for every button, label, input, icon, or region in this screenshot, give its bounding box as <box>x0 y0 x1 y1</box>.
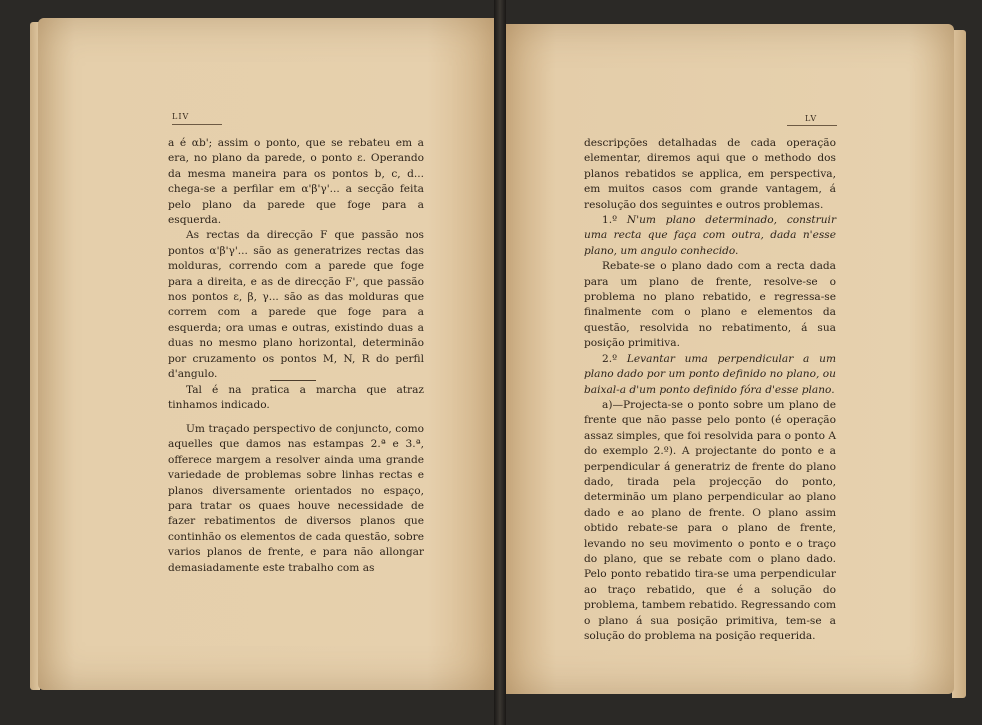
left-header-rule <box>172 124 222 125</box>
problem-statement-2: Levantar uma perpendicular a um plano dado por um ponto definido no plano, ou baixal-a d'um ponto definido fóra d'esse plano. <box>584 352 836 396</box>
left-paragraph-3: Tal é na pratica a marcha que atraz tinhamos indicado. <box>168 383 424 411</box>
right-paragraph-3: Rebate-se o plano dado com a recta dada para um plano de frente, resolve-se o problema no plano rebatido, e regressa-se finalmente com o plano e elementos da questão, resolvida no rebatimento, á sua posição primitiva. <box>584 260 836 350</box>
right-page-edge <box>952 30 966 698</box>
right-paragraph-1: descripções detalhadas de cada operação elementar, diremos aqui que o methodo dos planos rebatidos se applica, em perspectiva, em muitos casos com grande vantagem, á resolução dos seguintes e outros problemas. <box>584 137 836 211</box>
left-paragraph-1: a é αb'; assim o ponto, que se rebateu em a era, no plano da parede, o ponto ε. Operando da mesma maneira para os pontos b, c, d... chega-se a perfilar em α'β'γ'... a secção feita pelo plano da parede que foge para a esquerda. <box>168 137 424 227</box>
left-text-block-top <box>168 136 424 413</box>
right-page <box>502 24 954 694</box>
left-text-block-bottom <box>168 422 424 576</box>
problem-number-1: 1.º <box>602 214 618 227</box>
book-spine <box>494 0 506 725</box>
right-header-rule <box>787 125 837 126</box>
right-paragraph-4 <box>584 352 836 398</box>
right-text-block <box>584 136 836 644</box>
left-page <box>38 18 496 690</box>
left-page-number: LIV <box>172 112 190 121</box>
left-paragraph-4: Um traçado perspectivo de conjuncto, como aquelles que damos nas estampas 2.ª e 3.ª, offerece margem a resolver ainda uma grande variedade de problemas sobre linhas rectas e planos diversamente orientados no espaço, para tratar os quaes houve necessidade de fazer rebatimentos de diversos planos que continhão os elementos de cada questão, sobre varios planos de frente, e para não allongar demasiadamente este trabalho com as <box>168 423 424 574</box>
right-paragraph-5: a)—Projecta-se o ponto sobre um plano de frente que não passe pelo ponto (é operação assaz simples, que foi resolvida para o ponto A do exemplo 2.º). A projectante do ponto e a perpendicular á generatriz de frente do plano dado, tirada pela projecção do ponto, determinão um plano perpendicular ao plano dado e ao plano de frente. O plano assim obtido rebate-se para o plano de frente, levando no seu movimento o ponto e o traço do plano, que se rebate com o plano dado. Pelo ponto rebatido tira-se uma perpendicular ao traço rebatido, que é a solução do problema, tambem rebatido. Regressando com o plano á sua posição primitiva, tem-se a solução do problema na posição requerida. <box>584 398 836 642</box>
right-paragraph-2 <box>584 213 836 259</box>
right-page-number: LV <box>805 114 818 123</box>
left-paragraph-2: As rectas da direcção F que passão nos pontos α'β'γ'... são as generatrizes rectas das molduras, correndo com a parede que foge para a direita, e as de direcção F', que passão nos pontos ε, β, γ... são as das molduras que correm com a parede que foge para a esquerda; ora umas e outras, existindo duas a duas no mesmo plano horizontal, determinão por cruzamento os pontos M, N, R do perfil d'angulo. <box>168 229 424 381</box>
section-separator <box>270 380 316 381</box>
problem-number-2: 2.º <box>602 352 618 365</box>
problem-statement-1: N'um plano determinado, construir uma recta que faça com outra, dada n'esse plano, um angulo conhecido. <box>584 214 837 257</box>
